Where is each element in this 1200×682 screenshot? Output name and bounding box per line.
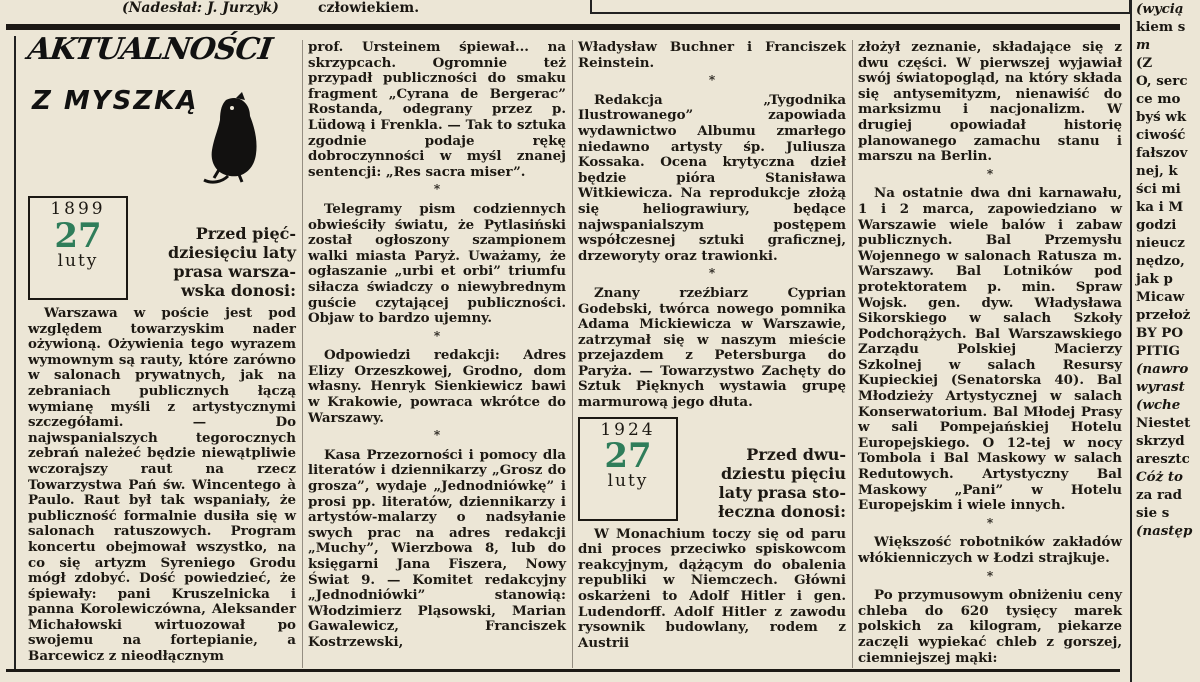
article-paragraph: Znany rzeźbiarz Cyprian Godebski, twórca nowego pomnika Adama Mickiewicza w Warszawie, zatrzymał się w naszym mieście przejazdem z Petersburga do Paryża. — Towarzystwo Zachęty do Sztuk Pięknych wystawia grupę marmurową jego dłuta. [578, 284, 846, 411]
cutoff-line: (wche [1136, 397, 1181, 413]
article-paragraph: Odpowiedzi redakcji: Adres Elizy Orzeszkowej, Grodno, dom własny. Henryk Sienkiewicz bawi w Krakowie, powraca wkrótce do Warszawy. [308, 347, 566, 426]
article-paragraph: Władysław Buchner i Franciszek Reinstein. [578, 39, 846, 71]
column-divider [852, 40, 853, 668]
cutoff-line: fałszov [1136, 145, 1188, 161]
column-4 [858, 40, 1122, 666]
mouse-illustration [198, 92, 268, 188]
separator-star: * [708, 73, 716, 88]
headline-line: łeczna donosi: [718, 501, 846, 521]
separator-star: * [986, 515, 994, 530]
cutoff-line: aresztc [1136, 451, 1190, 467]
bottom-rule [6, 669, 1120, 672]
column-1 [25, 32, 296, 665]
article-paragraph: Na ostatnie dwa dni karnawału, 1 i 2 marca, zapowiedziano w Warszawie wiele balów i zabaw publicznych. Bal Przemysłu Wojennego w salonach Ratusza m. Warszawy. Bal Lotników pod protektoratem p. min. Spraw Wojsk. gen. dyw. Władysława Sikorskiego w salach Szkoły Podchorążych. Bal Warszawskiego Zarządu Polskiej Macierzy Szkolnej w salach Resursy Kupieckiej (Senatorska 40). Bal Młodzieży Artystycznej w salach Konserwatorium. Bal Młodej Prasy w sali Pompejańskiej Hotelu Europejskiego. O 12-tej w nocy Tombola i Bal Maskowy w salach Redutowych. Artystyczny Bal Maskowy „Pani” w Hotelu Europejskim i wiele innych. [858, 185, 1122, 514]
article-paragraph: Kasa Przezorności i pomocy dla literatów i dziennikarzy „Grosz do grosza”, wydaje „Jednodniówkę” i prosi pp. literatów, dziennikarzy i artystów-malarzy o nadsyłanie swych prac na adres redakcji „Muchy”, Wierzbowa 8, lub do księgarni Jana Fiszera, Nowy Świat 9. — Komitet redakcyjny „Jednodniówki” stanowią: Włodzimierz Pląsowski, Marian Gawalewicz, Franciszek Kostrzewski, [308, 446, 566, 650]
column-3 [578, 40, 846, 651]
cutoff-line: sie s [1136, 505, 1170, 521]
article-paragraph: Większość robotników zakładów włókienniczych w Łodzi strajkuje. [858, 534, 1122, 566]
headline-line: prasa warsza- [173, 262, 296, 281]
separator-star: * [433, 428, 441, 443]
cutoff-line: PITIG [1136, 343, 1180, 359]
section-title: AKTUALNOŚCI [25, 32, 274, 67]
cutoff-line: (następ [1136, 523, 1193, 539]
cutoff-line: za rad [1136, 487, 1183, 503]
masthead [25, 32, 296, 190]
headline-line: laty prasa sto- [718, 482, 846, 502]
date-year: 1924 [600, 419, 656, 440]
cutoff-line: (nawro [1136, 361, 1189, 377]
article-paragraph: W Monachium toczy się od paru dni proces przeciwko spiskowcom reakcyjnym, dążącym do obalenia republiki w Niemczech. Główni oskarżeni to Adolf Hitler i gen. Ludendorff. Adolf Hitler z zawodu rysownik budowlany, rodem z Austrii [578, 525, 846, 651]
date-day: 27 [604, 436, 652, 477]
column-2 [308, 40, 566, 651]
cutoff-line: ści mi [1136, 181, 1181, 197]
previous-article-tail: człowiekiem. [318, 0, 420, 16]
adjacent-column-cutoff [1130, 0, 1200, 682]
article-paragraph: Po przymusowym obniżeniu ceny chleba do 620 tysięcy marek polskich za kilogram, piekarze zaczęli wypiekać chleb z gorszej, ciemniejszej mąki: [858, 587, 1122, 666]
headline-line: Przed dwu- [746, 444, 846, 464]
separator-star: * [986, 166, 994, 181]
cutoff-line: (Z [1136, 55, 1153, 71]
cutoff-line: ce mo [1136, 91, 1181, 107]
headline-1899 [138, 196, 296, 300]
cutoff-line: nieucz [1136, 235, 1185, 251]
headline-line: dziesięciu laty [168, 243, 296, 262]
article-paragraph: Redakcja „Tygodnika Ilustrowanego” zapowiada wydawnictwo Albumu zmarłego niedawno artysty śp. Juliusza Kossaka. Ocena krytyczna dzieł będzie pióra Stanisława Witkiewicza. Na reprodukcje złożą się heliograwiury, będące najwspanialszym postępem współczesnej sztuki graficznej, drzeworyty oraz trawionki. [578, 91, 846, 264]
headline-1924 [688, 417, 846, 521]
date-box-1899 [28, 196, 128, 300]
column-divider [302, 40, 303, 668]
cutoff-line: nędzo, [1136, 253, 1185, 269]
previous-box-border [590, 0, 1131, 14]
top-rule [6, 24, 1120, 30]
cutoff-line: Cóż to [1136, 469, 1183, 485]
headline-line: Przed pięć- [195, 224, 296, 243]
cutoff-line: nej, k [1136, 163, 1178, 179]
cutoff-line: skrzyd [1136, 433, 1185, 449]
date-day: 27 [54, 215, 102, 256]
cutoff-line: BY PO [1136, 325, 1184, 341]
section-subtitle: Z MYSZKĄ [32, 86, 199, 116]
date-month: luty [57, 250, 99, 271]
date-block-1899 [28, 196, 296, 300]
separator-star: * [708, 266, 716, 281]
cutoff-line: przełoż [1136, 307, 1191, 323]
date-month: luty [607, 471, 649, 492]
cutoff-line: ciwość [1136, 127, 1186, 143]
headline-line: wska donosi: [181, 281, 296, 300]
separator-star: * [433, 182, 441, 197]
article-paragraph: złożył zeznanie, składające się z dwu części. W pierwszej wyjawiał swój światopogląd, na który składa się antysemityzm, nienawiść do marksizmu i nacjonalizm. W drugiej opowiadał historię planowanego zamachu stanu i marszu na Berlin. [858, 39, 1122, 165]
cutoff-line: kiem s [1136, 19, 1186, 35]
cutoff-line: ka i M [1136, 199, 1184, 215]
cutoff-line: jak p [1136, 271, 1173, 287]
cutoff-line: wyrast [1136, 379, 1185, 395]
column-divider [572, 40, 573, 668]
cutoff-line: (wycią [1136, 1, 1184, 17]
cutoff-line: byś wk [1136, 109, 1187, 125]
cutoff-line: Niestet [1136, 415, 1191, 431]
separator-star: * [433, 328, 441, 343]
date-block-1924 [578, 417, 846, 521]
top-strip [0, 0, 1200, 22]
cutoff-line: O, serc [1136, 73, 1188, 89]
submission-credit: (Nadesłał: J. Jurzyk) [122, 0, 279, 16]
article-paragraph: Telegramy pism codziennych obwieściły światu, że Pytlasiński został ogłoszony szampionem walki miasta Paryż. Uważamy, że ogłaszanie „urbi et orbi” triumfu siłacza świadczy o niewybrednym guście czytającej publiczności. Objaw to bardzo ujemny. [308, 200, 566, 327]
article-paragraph: prof. Ursteinem śpiewał... na skrzypcach. Ogromnie też przypadł publiczności do smaku fragment „Cyrana de Bergerac” Rostanda, odegrany przez p. Lüdową i Frenkla. — Tak to sztuka zgodnie podaje rękę dobroczynności w myśl znanej sentencji: „Res sacra miser”. [308, 39, 566, 180]
cutoff-line: m [1136, 37, 1151, 53]
headline-line: dziestu pięciu [720, 463, 846, 483]
date-year: 1899 [50, 199, 106, 219]
cutoff-line: godzi [1136, 217, 1177, 233]
cutoff-line: Micaw [1136, 289, 1185, 305]
date-box-1924 [578, 417, 678, 521]
separator-star: * [986, 568, 994, 583]
article-paragraph: Warszawa w poście jest pod względem towarzyskim nader ożywioną. Ożywienia tego wyrazem wymownym są rauty, które zarówno w salonach prywatnych, jak na zebraniach publicznych łączą wymianę myśli z artystycznymi szczegółami. — Do najwspanialszych tegorocznych zebrań należeć będzie niewątpliwie wczorajszy raut na rzecz Towarzystwa Pań św. Wincentego à Paulo. Raut był tak wspaniały, że publiczność formalnie dusiła się w salonach ratuszowych. Program koncertu obejmował wszystko, na co się artyzm Syreniego Grodu mógł zdobyć. Dość powiedzieć, że śpiewały: pani Kruszelnicka i panna Korolewiczówna, Aleksander Michałowski wirtuozował po swojemu na fortepianie, a Barcewicz z nieodłącznym [28, 305, 296, 665]
